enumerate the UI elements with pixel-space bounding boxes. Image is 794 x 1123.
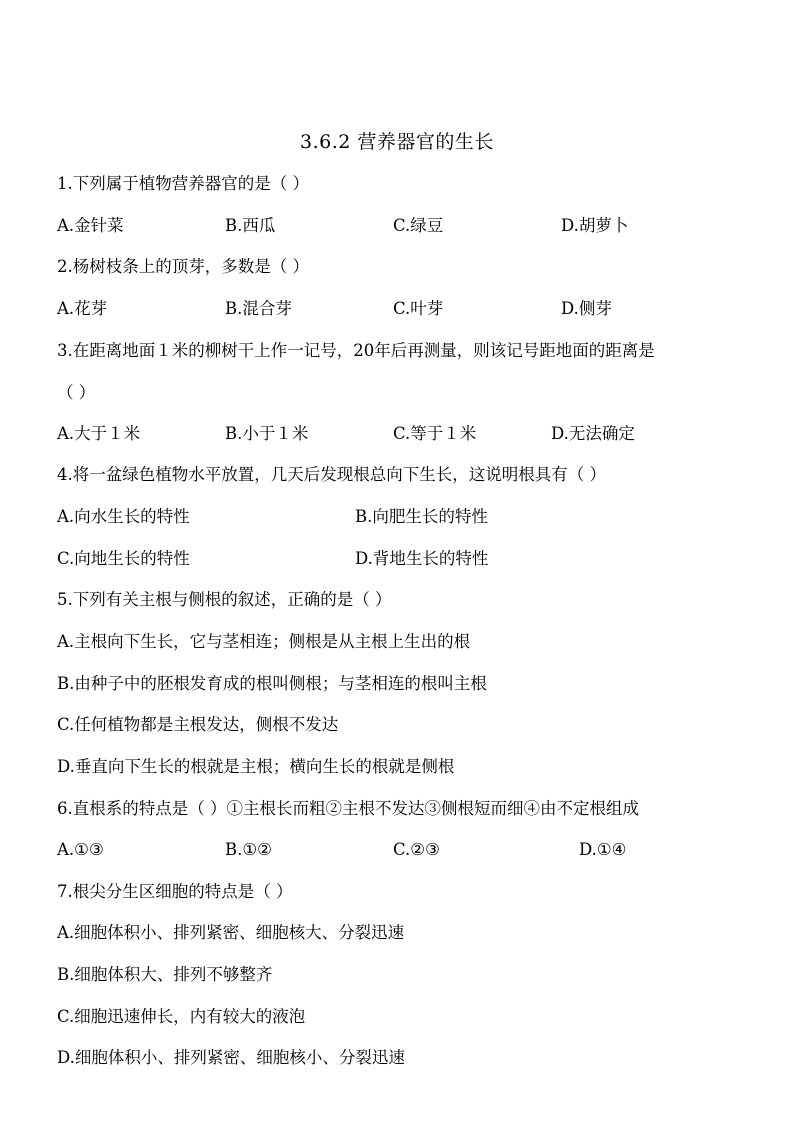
question-6-option-c: C.②③ [393,840,440,859]
question-1-option-b: B.西瓜 [225,216,276,235]
question-1-stem: 1.下列属于植物营养器官的是（ ） [57,174,309,193]
question-3-option-b: B.小于１米 [225,424,309,443]
question-1-option-a: A.金针菜 [57,216,124,235]
question-4-option-c: C.向地生长的特性 [57,549,190,568]
question-2-option-c: C.叶芽 [393,299,444,318]
question-6-stem: 6.直根系的特点是（ ）①主根长而粗②主根不发达③侧根短而细④由不定根组成 [57,799,639,818]
question-4-option-a: A.向水生长的特性 [57,507,190,526]
question-7-option-b: B.细胞体积大、排列不够整齐 [57,965,273,984]
question-5-option-c: C.任何植物都是主根发达，侧根不发达 [57,715,339,734]
question-6-option-d: D.①④ [579,840,627,859]
question-3-stem: 3.在距离地面１米的柳树干上作一记号，20年后再测量，则该记号距地面的距离是 [57,341,655,360]
question-2-option-b: B.混合芽 [225,299,292,318]
question-1-option-d: D.胡萝卜 [561,216,629,235]
page-title: 3.6.2 营养器官的生长 [300,131,494,153]
question-3-option-a: A.大于１米 [57,424,141,443]
question-5-option-d: D.垂直向下生长的根就是主根；横向生长的根就是侧根 [57,757,455,776]
question-3-option-d: D.无法确定 [551,424,635,443]
question-5-stem: 5.下列有关主根与侧根的叙述，正确的是（ ） [57,590,392,609]
question-3-stem-continued: （ ） [57,383,96,402]
question-7-option-a: A.细胞体积小、排列紧密、细胞核大、分裂迅速 [57,923,405,942]
question-6-option-b: B.①② [225,840,272,859]
question-5-option-b: B.由种子中的胚根发育成的根叫侧根；与茎相连的根叫主根 [57,674,487,693]
question-2-option-a: A.花芽 [57,299,108,318]
question-2-stem: 2.杨树枝条上的顶芽，多数是（ ） [57,257,309,276]
question-4-option-b: B.向肥生长的特性 [355,507,488,526]
question-3-option-c: C.等于１米 [393,424,477,443]
question-4-option-d: D.背地生长的特性 [355,549,489,568]
question-7-option-c: C.细胞迅速伸长，内有较大的液泡 [57,1007,306,1026]
question-5-option-a: A.主根向下生长，它与茎相连；侧根是从主根上生出的根 [57,632,471,651]
question-2-option-d: D.侧芽 [561,299,612,318]
question-6-option-a: A.①③ [57,840,104,859]
question-1-option-c: C.绿豆 [393,216,444,235]
question-4-stem: 4.将一盆绿色植物水平放置，几天后发现根总向下生长，这说明根具有（ ） [57,465,606,484]
question-7-option-d: D.细胞体积小、排列紧密、细胞核小、分裂迅速 [57,1048,405,1067]
question-7-stem: 7.根尖分生区细胞的特点是（ ） [57,882,293,901]
